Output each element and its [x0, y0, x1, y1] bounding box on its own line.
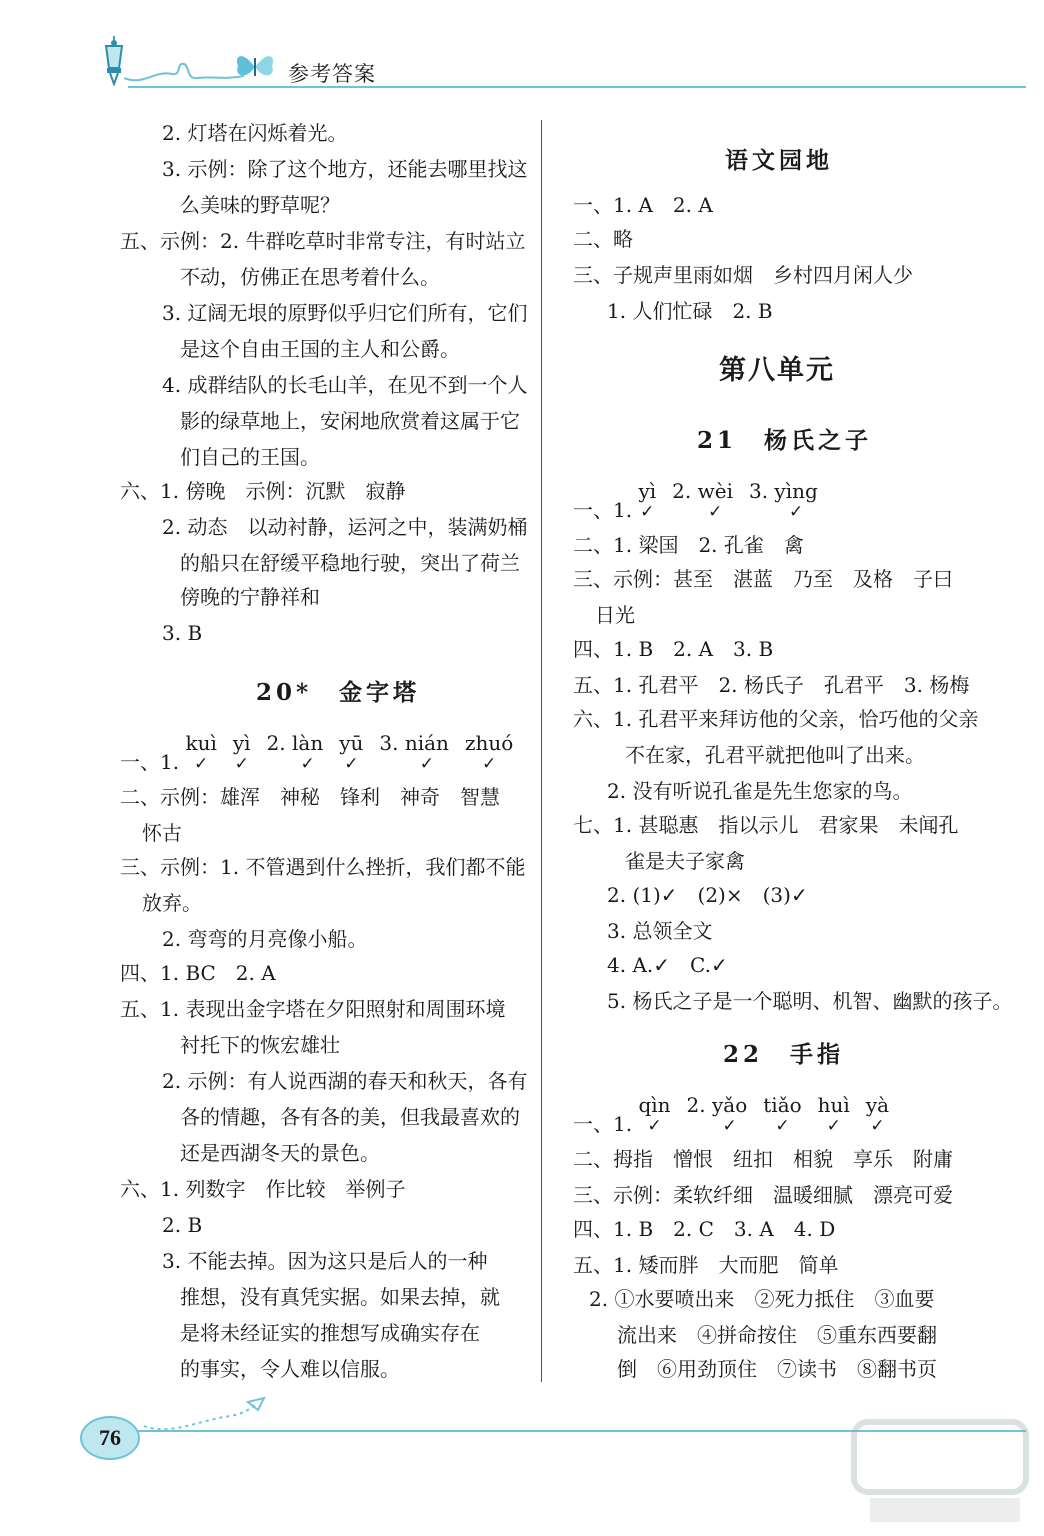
answer-line: 六、1. 孔君平来拜访他的父亲，恰巧他的父亲	[573, 707, 979, 731]
answer-line: 3. 辽阔无垠的原野似乎归它们所有，它们	[162, 301, 528, 325]
answer-line: 四、1. BC 2. A	[120, 961, 276, 985]
heading-unit-8: 第八单元	[719, 355, 835, 386]
answer-line: 2. 灯塔在闪烁着光。	[162, 121, 348, 145]
answer-line: 3. 总领全文	[607, 919, 713, 943]
checkmark-icon: ✓	[722, 1116, 737, 1136]
pinyin-text: tiǎo	[763, 1093, 802, 1117]
checkmark-icon: ✓	[194, 754, 209, 774]
pinyin-item	[638, 1092, 671, 1136]
answer-line: 5. 杨氏之子是一个聪明、机智、幽默的孩子。	[607, 989, 1013, 1013]
pinyin-answer-row-21	[573, 478, 834, 523]
checkmark-icon: ✓	[870, 1116, 885, 1136]
answer-line: 3. 示例：除了这个地方，还能去哪里找这	[162, 157, 528, 181]
heading-lesson-22: 22 手指	[723, 1041, 845, 1068]
pinyin-item	[638, 478, 657, 522]
pinyin-items	[638, 1093, 905, 1136]
pinyin-text: yìng	[774, 479, 818, 503]
checkmark-icon: ✓	[788, 502, 804, 522]
answer-line: 2. 示例：有人说西湖的春天和秋天，各有	[162, 1069, 528, 1093]
answer-line: 放弃。	[142, 891, 202, 915]
checkmark-icon: ✓	[640, 502, 655, 522]
answer-line: 七、1. 甚聪惠 指以示儿 君家果 未闻孔	[573, 813, 959, 837]
answer-line: 还是西湖冬天的景色。	[180, 1141, 380, 1165]
pinyin-item	[292, 730, 324, 774]
pinyin-item	[865, 1092, 890, 1136]
pinyin-text: làn	[292, 731, 324, 755]
checkmark-icon: ✓	[826, 1116, 841, 1136]
answer-line: 雀是夫子家禽	[625, 849, 745, 873]
pinyin-text: yū	[339, 731, 364, 755]
pinyin-item	[339, 730, 364, 774]
answer-line: 2. B	[162, 1213, 203, 1237]
pinyin-row-label: 一、1.	[120, 750, 180, 774]
answer-line: 五、1. 孔君平 2. 杨氏子 孔君平 3. 杨梅	[573, 673, 970, 697]
pinyin-item	[763, 1092, 802, 1136]
item-number: 2.	[672, 479, 698, 503]
answer-line: 倒 ⑥用劲顶住 ⑦读书 ⑧翻书页	[617, 1357, 937, 1381]
pinyin-item	[774, 478, 818, 522]
answer-line: 各的情趣，各有各的美，但我最喜欢的	[180, 1105, 520, 1129]
pinyin-row-label: 一、1.	[573, 498, 633, 522]
pinyin-text: yì	[638, 479, 657, 503]
pinyin-item	[712, 1092, 748, 1136]
answer-line: 么美味的野草呢？	[180, 193, 340, 217]
page-header	[0, 0, 1044, 100]
answer-line: 四、1. B 2. C 3. A 4. D	[573, 1217, 836, 1241]
answer-line: 四、1. B 2. A 3. B	[573, 637, 774, 661]
checkmark-icon: ✓	[775, 1116, 790, 1136]
pinyin-text: qìn	[638, 1093, 671, 1117]
item-number: 2.	[686, 1093, 712, 1117]
answer-line: 六、1. 傍晚 示例：沉默 寂静	[120, 479, 406, 503]
answer-line: 4. A.✓ C.✓	[607, 953, 728, 977]
answer-line: 的船只在舒缓平稳地行驶，突出了荷兰	[180, 551, 520, 575]
pinyin-text: yǎo	[712, 1093, 748, 1117]
answer-line: 2. 动态 以动衬静，运河之中，装满奶桶	[162, 515, 528, 539]
pinyin-items	[185, 731, 529, 774]
header-rule	[128, 86, 1026, 88]
answer-line: 不动，仿佛正在思考着什么。	[180, 265, 440, 289]
answer-line: 傍晚的宁静祥和	[180, 585, 320, 609]
pinyin-item	[697, 478, 733, 522]
answer-line: 影的绿草地上，安闲地欣赏着这属于它	[180, 409, 520, 433]
answer-line: 3. 不能去掉。因为这只是后人的一种	[162, 1249, 488, 1273]
answer-line: 五、1. 矮而胖 大而肥 简单	[573, 1253, 839, 1277]
heading-lesson-20: 20* 金字塔	[256, 679, 421, 706]
pinyin-item	[404, 730, 449, 774]
checkmark-icon: ✓	[419, 754, 435, 774]
watermark-logo	[850, 1418, 1030, 1528]
heading-lesson-21: 21 杨氏之子	[697, 427, 873, 454]
answer-line: 是将未经证实的推想写成确实存在	[180, 1321, 480, 1345]
pinyin-items	[638, 479, 833, 522]
pinyin-text: nián	[404, 731, 449, 755]
answer-line: 2. 弯弯的月亮像小船。	[162, 927, 368, 951]
checkmark-icon: ✓	[234, 754, 249, 774]
checkmark-icon: ✓	[482, 754, 497, 774]
pinyin-text: yà	[865, 1093, 890, 1117]
checkmark-icon: ✓	[344, 754, 359, 774]
page-header-title: 参考答案	[288, 62, 376, 86]
pinyin-item	[464, 730, 514, 774]
answer-line: 推想，没有真凭实据。如果去掉，就	[180, 1285, 500, 1309]
answer-line: 衬托下的恢宏雄壮	[180, 1033, 340, 1057]
pinyin-text: zhuó	[464, 731, 514, 755]
answer-line: 三、子规声里雨如烟 乡村四月闲人少	[573, 263, 913, 287]
answer-line: 2. 没有听说孔雀是先生您家的鸟。	[607, 779, 913, 803]
answer-line: 五、示例：2. 牛群吃草时非常专注，有时站立	[120, 229, 526, 253]
checkmark-icon: ✓	[708, 502, 723, 522]
answer-line: 日光	[595, 603, 635, 627]
answer-line: 2. ①水要喷出来 ②死力抵住 ③血要	[589, 1287, 935, 1311]
item-number: 3.	[379, 731, 405, 755]
answer-line: 二、示例：雄浑 神秘 锋利 神奇 智慧	[120, 785, 500, 809]
vine-decoration-icon	[124, 56, 244, 86]
item-number: 3.	[748, 479, 775, 503]
answer-line: 2. (1)✓ (2)× (3)✓	[607, 883, 808, 907]
item-number: 2.	[266, 731, 293, 755]
answer-line: 二、拇指 憎恨 纽扣 相貌 享乐 附庸	[573, 1147, 953, 1171]
answer-line: 的事实，令人难以信服。	[180, 1357, 400, 1381]
answer-line: 三、示例：1. 不管遇到什么挫折，我们都不能	[120, 855, 526, 879]
answer-line: 3. B	[162, 621, 203, 645]
answer-line: 三、示例：甚至 湛蓝 乃至 及格 子曰	[573, 567, 953, 591]
answer-line: 们自己的王国。	[180, 445, 320, 469]
answer-line: 怀古	[142, 821, 182, 845]
page-number: 76	[80, 1416, 140, 1460]
answer-line: 二、略	[573, 227, 633, 251]
pinyin-answer-row	[120, 730, 529, 775]
answer-line: 三、示例：柔软纤细 温暖细腻 漂亮可爱	[573, 1183, 953, 1207]
answer-line: 1. 人们忙碌 2. B	[607, 299, 773, 323]
answer-line: 4. 成群结队的长毛山羊，在见不到一个人	[162, 373, 528, 397]
pinyin-answer-row-22	[573, 1092, 905, 1137]
answer-line: 流出来 ④拼命按住 ⑤重东西要翻	[617, 1323, 937, 1347]
column-divider	[541, 120, 542, 1382]
answer-line: 一、1. A 2. A	[573, 193, 713, 217]
pinyin-text: yì	[232, 731, 251, 755]
answer-line: 五、1. 表现出金字塔在夕阳照射和周围环境	[120, 997, 506, 1021]
dotted-vine-icon	[140, 1396, 270, 1436]
butterfly-icon	[232, 48, 278, 84]
checkmark-icon: ✓	[300, 754, 315, 774]
pinyin-item	[185, 730, 217, 774]
answer-line: 不在家，孔君平就把他叫了出来。	[625, 743, 925, 767]
answer-line: 二、1. 梁国 2. 孔雀 禽	[573, 533, 804, 557]
answer-line: 是这个自由王国的主人和公爵。	[180, 337, 460, 361]
pinyin-text: wèi	[697, 479, 733, 503]
pinyin-row-label: 一、1.	[573, 1112, 633, 1136]
pinyin-item	[232, 730, 251, 774]
checkmark-icon: ✓	[647, 1116, 662, 1136]
answer-line: 六、1. 列数字 作比较 举例子	[120, 1177, 406, 1201]
pinyin-item	[817, 1092, 850, 1136]
pinyin-text: huì	[817, 1093, 850, 1117]
heading-yuwen-yuandi: 语文园地	[725, 147, 833, 174]
pinyin-text: kuì	[185, 731, 217, 755]
